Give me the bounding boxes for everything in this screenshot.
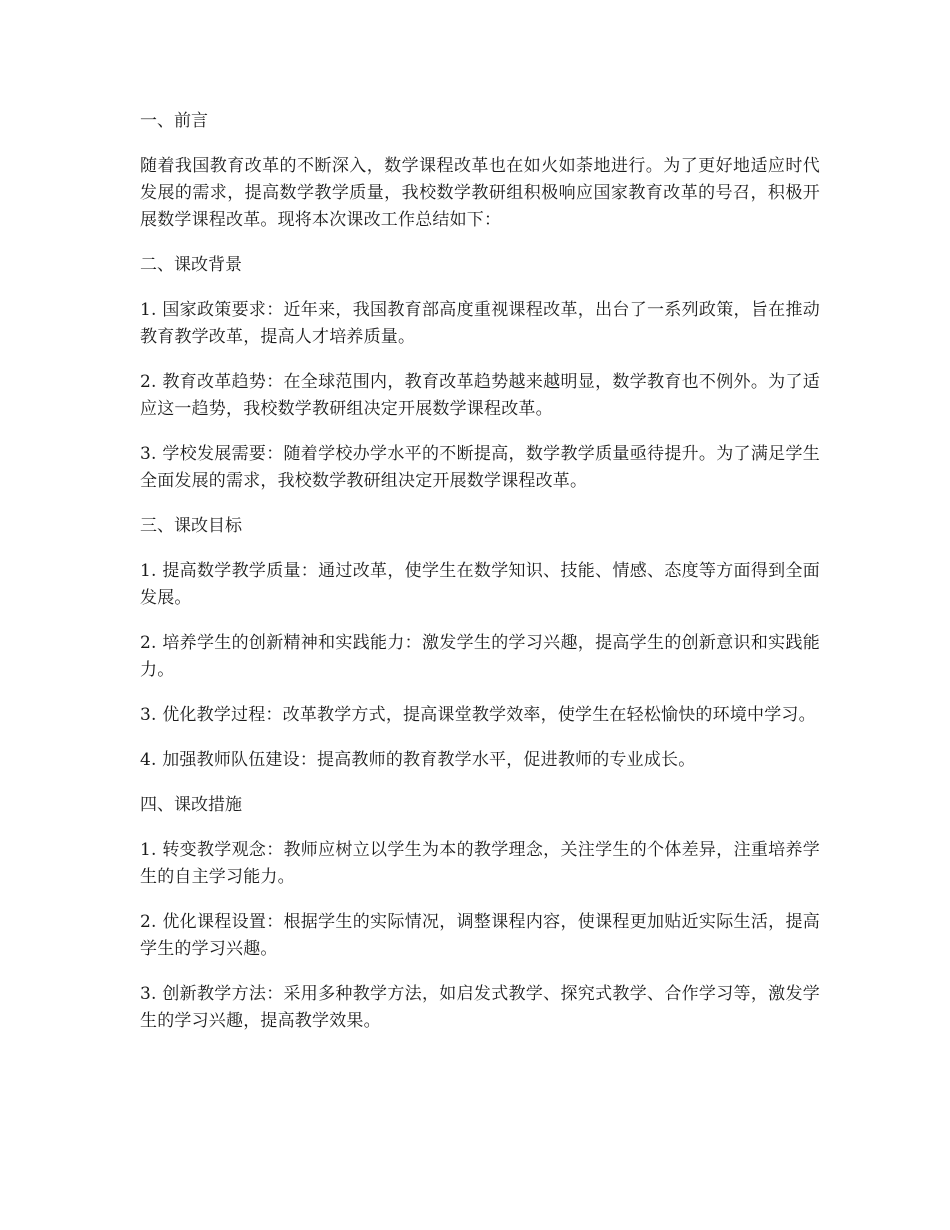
preface-paragraph: 随着我国教育改革的不断深入，数学课程改革也在如火如荼地进行。为了更好地适应时代发展的需求，提高数学教学质量，我校数学教研组积极响应国家教育改革的号召，积极开展数学课程改革。现将本次课改工作总结如下：: [140, 156, 820, 230]
background-item-2: 2. 教育改革趋势：在全球范围内，教育改革趋势越来越明显，数学教育也不例外。为了适应这一趋势，我校数学教研组决定开展数学课程改革。: [140, 372, 820, 419]
background-item-3: 3. 学校发展需要：随着学校办学水平的不断提高，数学教学质量亟待提升。为了满足学生全面发展的需求，我校数学教研组决定开展数学课程改革。: [140, 444, 820, 491]
measure-item-1: 1. 转变教学观念：教师应树立以学生为本的教学理念，关注学生的个体差异，注重培养学生的自主学习能力。: [140, 840, 820, 887]
measure-item-2: 2. 优化课程设置：根据学生的实际情况，调整课程内容，使课程更加贴近实际生活，提高学生的学习兴趣。: [140, 912, 820, 959]
background-item-1: 1. 国家政策要求：近年来，我国教育部高度重视课程改革，出台了一系列政策，旨在推动教育教学改革，提高人才培养质量。: [140, 300, 820, 347]
section-heading-goals: 三、课改目标: [140, 516, 242, 536]
document-body: [140, 108, 820, 1053]
goal-item-4: 4. 加强教师队伍建设：提高教师的教育教学水平，促进教师的专业成长。: [140, 750, 696, 770]
measure-item-3: 3. 创新教学方法：采用多种教学方法，如启发式教学、探究式教学、合作学习等，激发学生的学习兴趣，提高教学效果。: [140, 984, 820, 1031]
section-heading-background: 二、课改背景: [140, 255, 242, 275]
goal-item-2: 2. 培养学生的创新精神和实践能力：激发学生的学习兴趣，提高学生的创新意识和实践能力。: [140, 633, 820, 680]
section-heading-preface: 一、前言: [140, 111, 208, 131]
goal-item-1: 1. 提高数学教学质量：通过改革，使学生在数学知识、技能、情感、态度等方面得到全面发展。: [140, 561, 820, 608]
section-heading-measures: 四、课改措施: [140, 795, 242, 815]
goal-item-3: 3. 优化教学过程：改革教学方式，提高课堂教学效率，使学生在轻松愉快的环境中学习。: [140, 705, 816, 725]
